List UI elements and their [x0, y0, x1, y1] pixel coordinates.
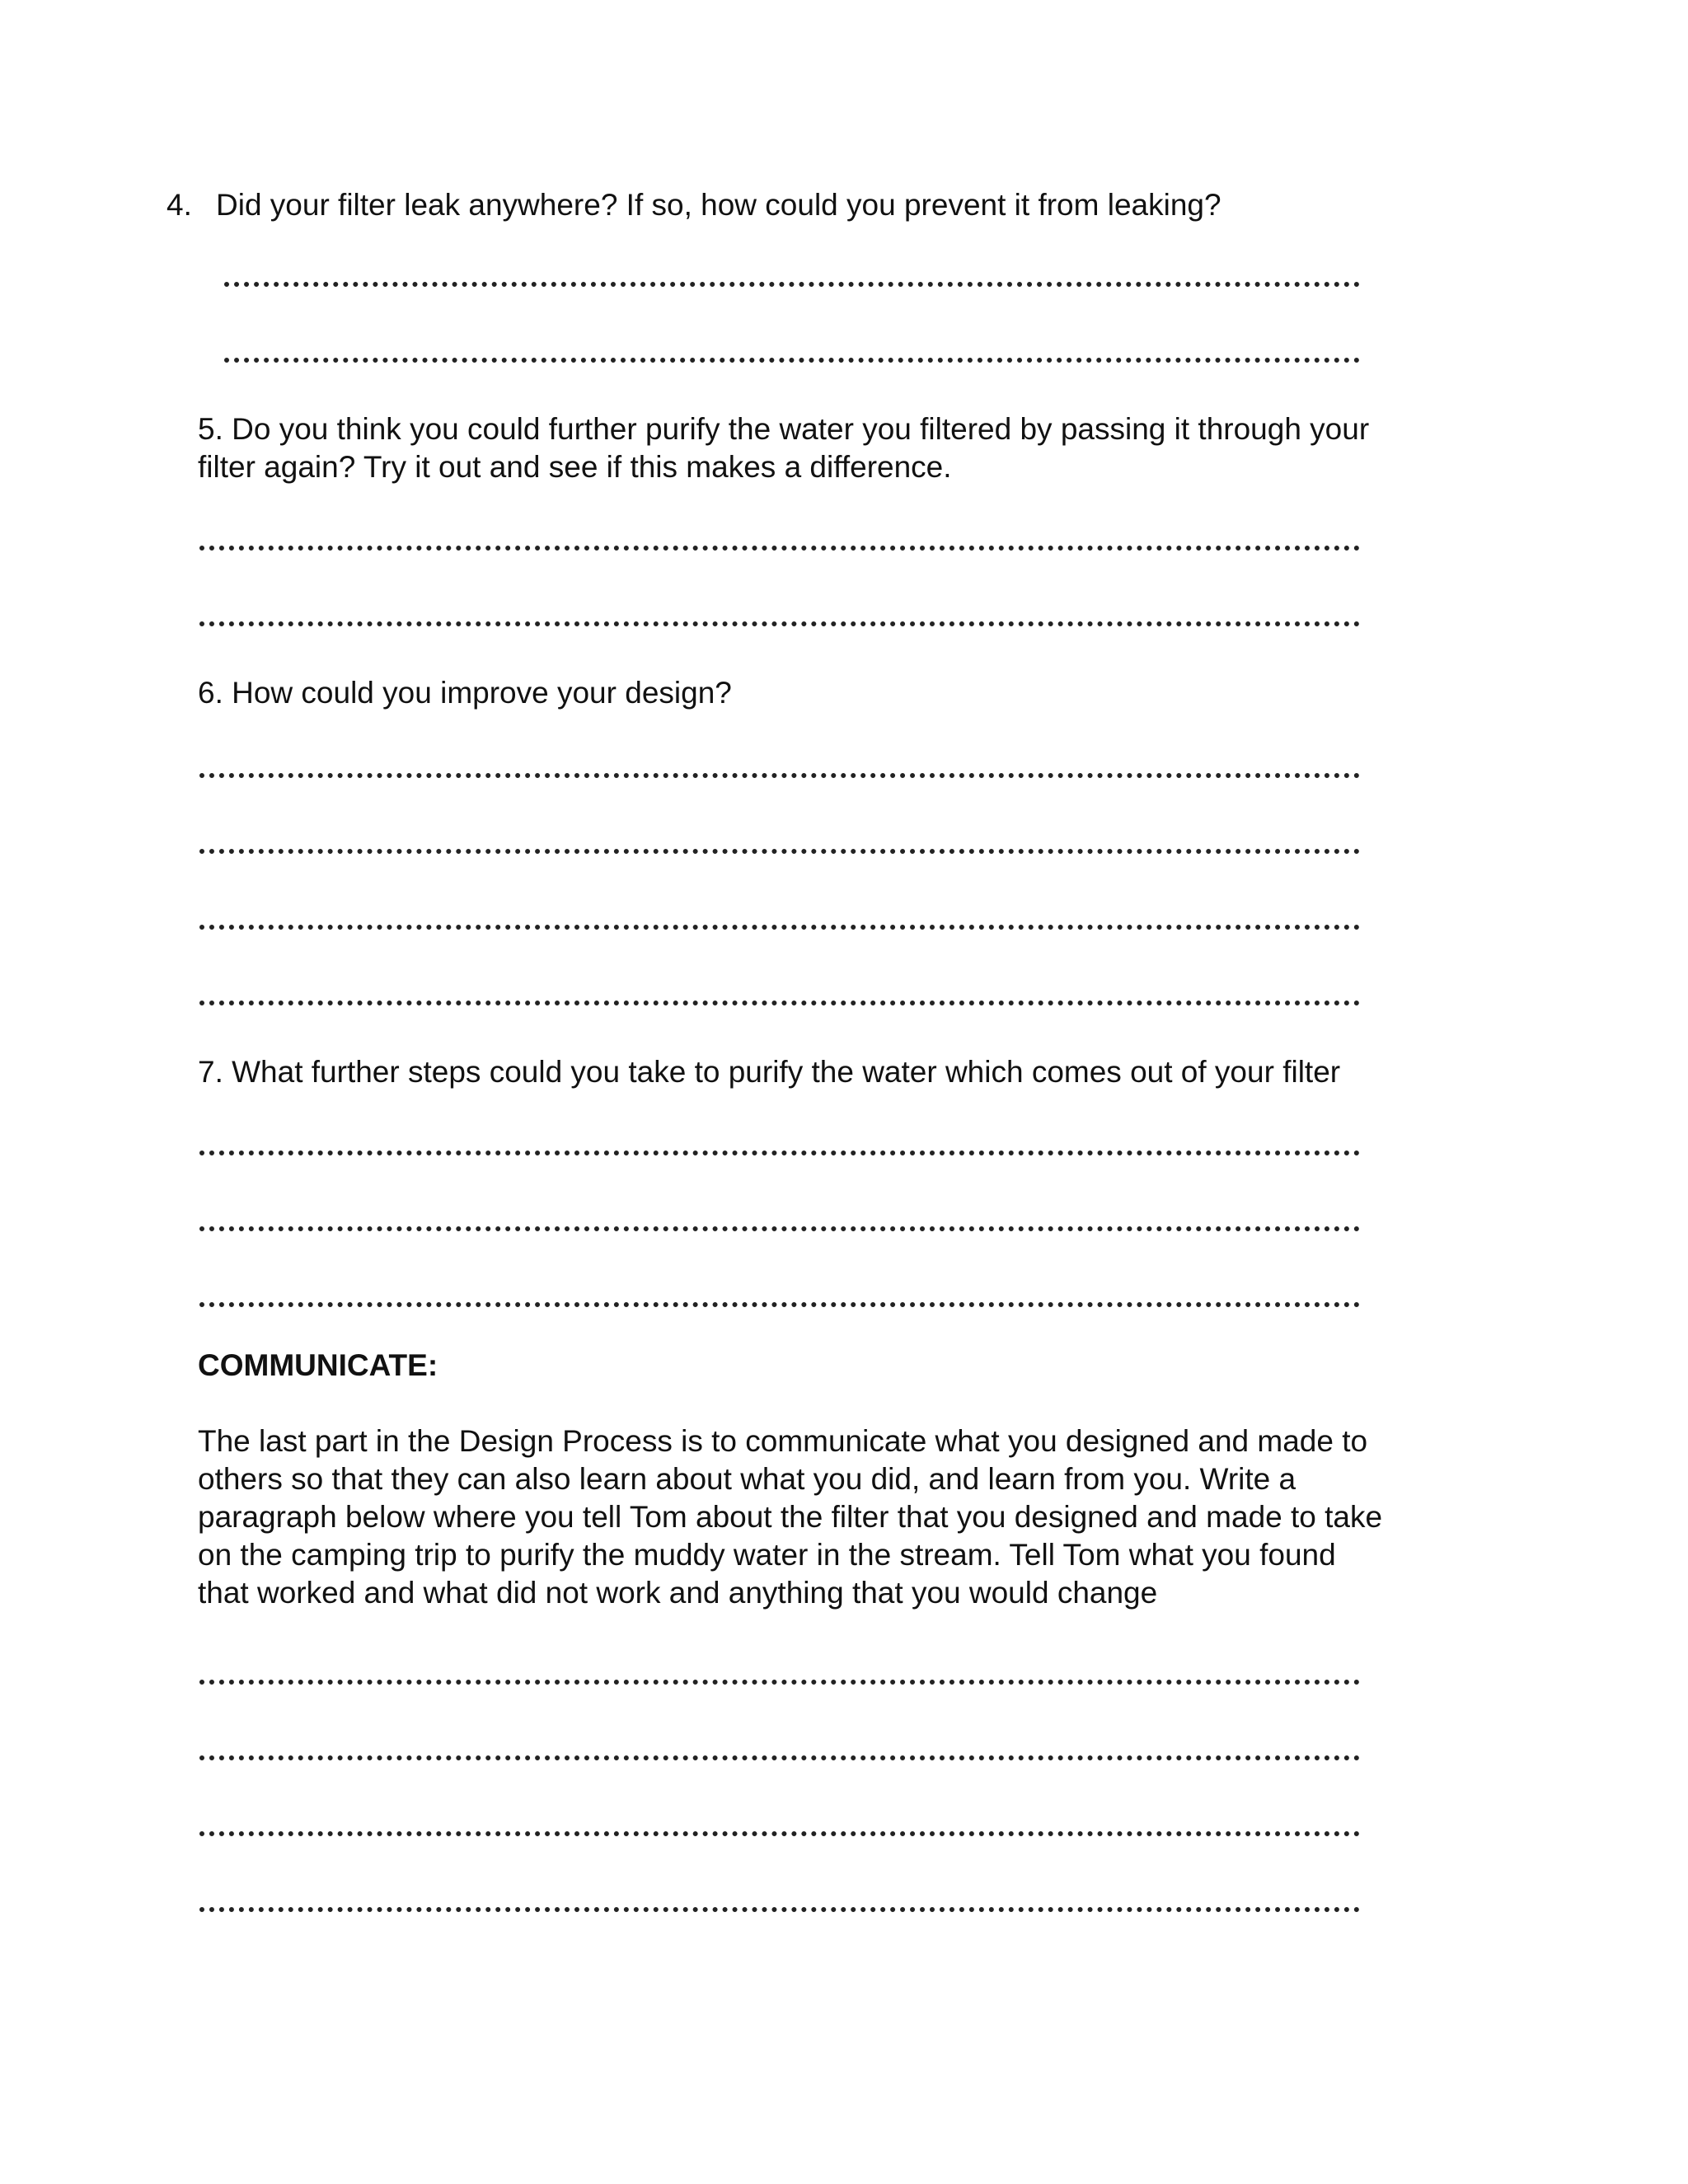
- question-4: [166, 186, 1221, 224]
- answer-line-q6-4[interactable]: [199, 1001, 1360, 1005]
- answer-line-communicate-1[interactable]: [199, 1680, 1360, 1685]
- question-5-line-2: filter again? Try it out and see if this makes a difference.: [198, 450, 952, 484]
- answer-line-q6-1[interactable]: [199, 773, 1360, 778]
- answer-line-communicate-2[interactable]: [199, 1755, 1360, 1760]
- communicate-heading: COMMUNICATE:: [198, 1348, 438, 1382]
- question-6-text: 6. How could you improve your design?: [198, 676, 732, 710]
- answer-line-q7-2[interactable]: [199, 1226, 1360, 1231]
- communicate-paragraph-line-4: on the camping trip to purify the muddy water in the stream. Tell Tom what you found: [198, 1538, 1336, 1572]
- communicate-paragraph: [198, 1422, 1382, 1612]
- answer-line-q4-1[interactable]: [224, 282, 1360, 287]
- answer-line-q5-1[interactable]: [199, 546, 1360, 551]
- communicate-paragraph-line-3: paragraph below where you tell Tom about the filter that you designed and made to take: [198, 1500, 1383, 1534]
- answer-line-q5-2[interactable]: [199, 621, 1360, 626]
- answer-line-q7-1[interactable]: [199, 1151, 1360, 1155]
- question-6: [198, 674, 732, 712]
- question-4-number: 4.: [166, 188, 192, 222]
- question-5-line-1: 5. Do you think you could further purify the water you filtered by passing it through your: [198, 412, 1370, 446]
- communicate-paragraph-line-2: others so that they can also learn about what you did, and learn from you. Write a: [198, 1462, 1296, 1496]
- communicate-paragraph-line-1: The last part in the Design Process is to communicate what you designed and made to: [198, 1424, 1368, 1458]
- question-4-text: Did your filter leak anywhere? If so, how could you prevent it from leaking?: [216, 188, 1221, 222]
- communicate-paragraph-line-5: that worked and what did not work and anything that you would change: [198, 1576, 1158, 1610]
- answer-line-q6-2[interactable]: [199, 849, 1360, 854]
- answer-line-q7-3[interactable]: [199, 1302, 1360, 1307]
- answer-line-q4-2[interactable]: [224, 358, 1360, 363]
- answer-line-q6-3[interactable]: [199, 925, 1360, 930]
- answer-line-communicate-3[interactable]: [199, 1831, 1360, 1836]
- question-5: [198, 410, 1369, 486]
- answer-line-communicate-4[interactable]: [199, 1907, 1360, 1912]
- question-7-text: 7. What further steps could you take to purify the water which comes out of your filter: [198, 1055, 1341, 1089]
- question-7: [198, 1053, 1340, 1091]
